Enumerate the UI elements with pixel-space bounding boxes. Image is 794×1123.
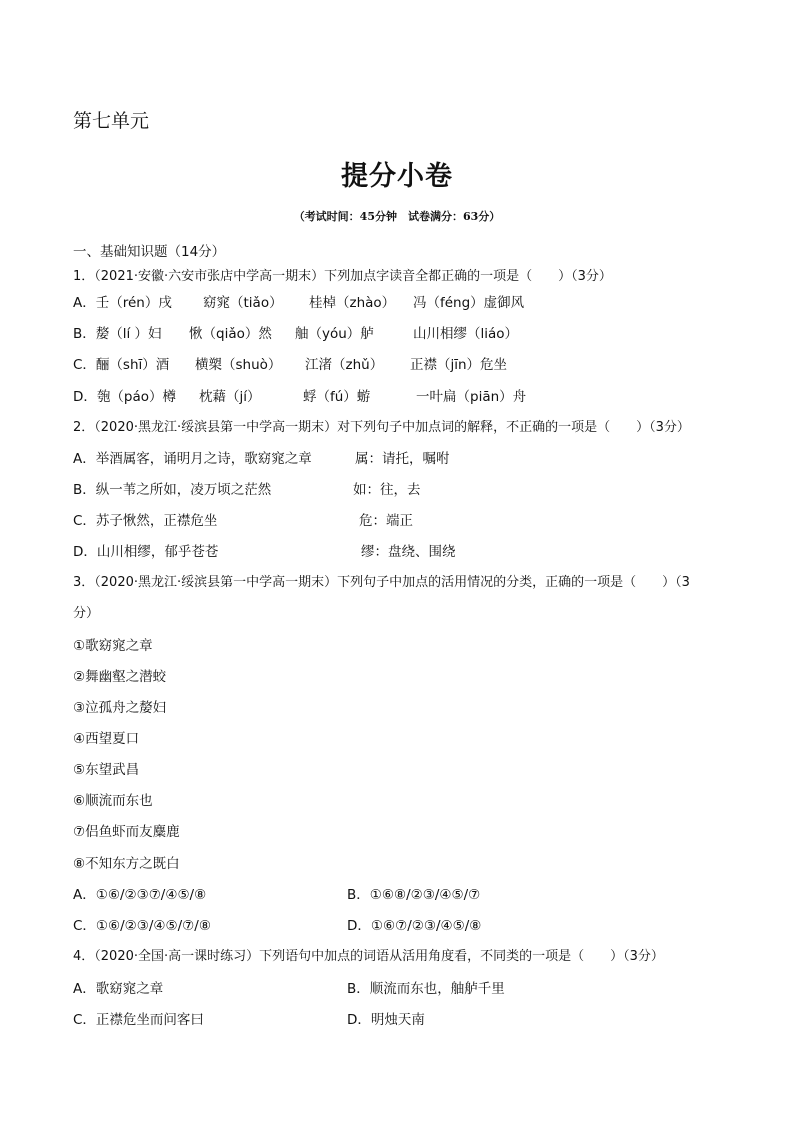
- q2-c-sentence: C．苏子愀然，正襟危坐: [73, 513, 218, 529]
- section-heading: 一、基础知识题（14分）: [73, 244, 226, 260]
- question-1-stem: 1．（2021·安徽·六安市张店中学高一期末）下列加点字读音全都正确的一项是（ ）（3分）: [73, 269, 612, 284]
- q3-item: ④西望夏口: [73, 731, 140, 747]
- q2-option-a: [73, 447, 723, 467]
- q3-item: ③泣孤舟之嫠妇: [73, 700, 167, 716]
- exam-info: （考试时间：45分钟 试卷满分：63分）: [293, 210, 501, 223]
- q2-a-sentence: A．举酒属客，诵明月之诗，歌窈窕之章: [73, 451, 312, 467]
- q3-item: ⑥顺流而东也: [73, 793, 153, 809]
- q1-d-part-3: 蜉（fú）蝣: [303, 389, 371, 405]
- q2-a-explanation: 属：请托，嘱咐: [355, 451, 450, 467]
- q1-d-part-4: 一叶扁（piān）舟: [416, 389, 527, 405]
- q3-item: ⑧不知东方之既白: [73, 856, 180, 872]
- q1-a-part-1: A．壬（rén）戌: [73, 295, 172, 311]
- q1-c-part-4: 正襟（jīn）危坐: [410, 357, 508, 373]
- q1-c-part-3: 江渚（zhǔ）: [305, 357, 384, 373]
- q1-a-part-4: 冯（féng）虚御风: [413, 295, 525, 311]
- q3-option-c: C．①⑥/②③/④⑤/⑦/⑧: [73, 918, 211, 934]
- q3-item: ⑦侣鱼虾而友麋鹿: [73, 824, 180, 840]
- question-3-stem-line-2: 分）: [73, 606, 100, 621]
- q1-a-part-2: 窈窕（tiǎo）: [203, 295, 283, 311]
- q3-item: ①歌窈窕之章: [73, 638, 153, 654]
- q3-option-b: B．①⑥⑧/②③/④⑤/⑦: [347, 887, 481, 903]
- q3-option-d: D．①⑥⑦/②③/④⑤/⑧: [347, 918, 482, 934]
- q1-option-a: [73, 291, 723, 311]
- q1-b-part-3: 舳（yóu）舻: [295, 326, 374, 342]
- q2-b-sentence: B．纵一苇之所如，凌万顷之茫然: [73, 482, 272, 498]
- q1-option-c: [73, 353, 723, 373]
- q1-option-d: [73, 385, 723, 405]
- question-4-stem: 4．（2020·全国·高一课时练习）下列语句中加点的词语从活用角度看，不同类的一项是（ ）（3分）: [73, 949, 664, 964]
- q1-d-part-2: 枕藉（jí）: [199, 389, 261, 405]
- page-title: 提分小卷: [341, 161, 453, 192]
- q2-option-d: [73, 540, 723, 560]
- q4-option-d: D．明烛天南: [347, 1012, 425, 1028]
- q3-item: ②舞幽壑之潜蛟: [73, 669, 167, 685]
- q1-d-part-1: D．匏（páo）樽: [73, 389, 176, 405]
- q2-b-explanation: 如：往，去: [353, 482, 421, 498]
- q2-d-explanation: 缪：盘绕、围绕: [361, 544, 456, 560]
- question-3-stem-line-1: 3．（2020·黑龙江·绥滨县第一中学高一期末）下列句子中加点的活用情况的分类，正确的一项是（ ）（3: [73, 575, 690, 590]
- q2-c-explanation: 危：端正: [359, 513, 413, 529]
- q2-option-b: [73, 478, 723, 498]
- q1-option-b: [73, 322, 723, 342]
- q3-item: ⑤东望武昌: [73, 762, 140, 778]
- q2-option-c: [73, 509, 723, 529]
- q3-option-a: A．①⑥/②③⑦/④⑤/⑧: [73, 887, 207, 903]
- q4-option-b: B．顺流而东也，舳舻千里: [347, 981, 505, 997]
- q1-c-part-2: 横槊（shuò）: [195, 357, 282, 373]
- q4-option-a: A．歌窈窕之章: [73, 981, 164, 997]
- question-2-stem: 2．（2020·黑龙江·绥滨县第一中学高一期末）对下列句子中加点词的解释，不正确的一项是（ ）（3分）: [73, 420, 690, 435]
- q1-c-part-1: C．酾（shī）酒: [73, 357, 170, 373]
- q1-b-part-2: 愀（qiǎo）然: [189, 326, 272, 342]
- q1-b-part-4: 山川相缪（liáo）: [413, 326, 519, 342]
- q1-a-part-3: 桂棹（zhào）: [309, 295, 396, 311]
- q4-option-c: C．正襟危坐而问客曰: [73, 1012, 204, 1028]
- unit-label: 第七单元: [73, 110, 150, 132]
- q2-d-sentence: D．山川相缪，郁乎苍苍: [73, 544, 219, 560]
- q1-b-part-1: B．嫠（lí ）妇: [73, 326, 162, 342]
